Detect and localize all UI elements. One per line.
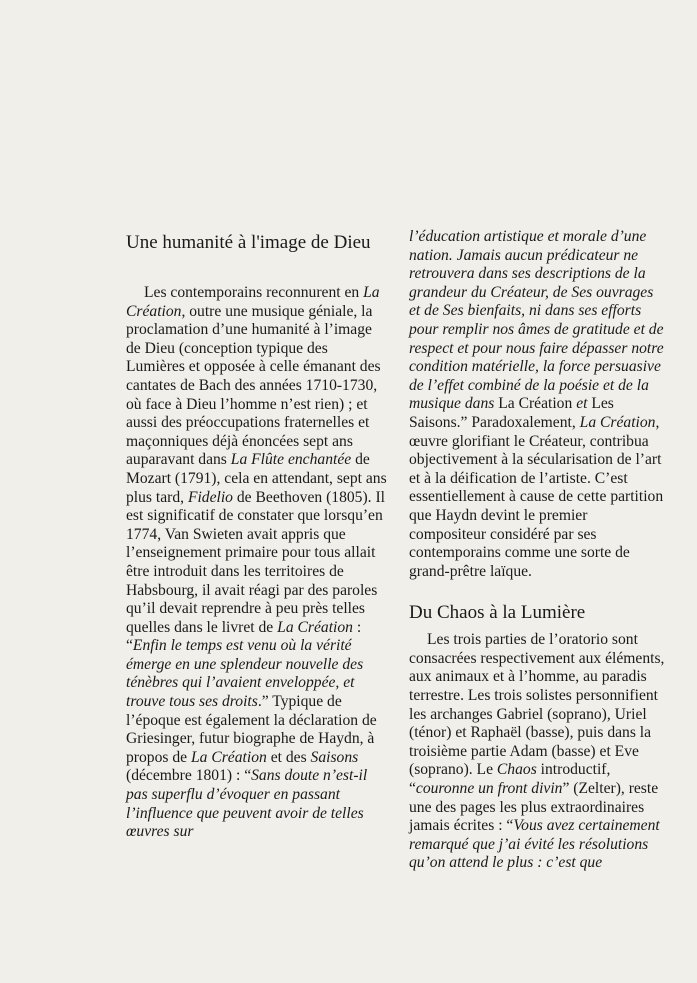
text-run: de Mozart (1791), cela en attendant, sept ans plus tard, [126, 451, 387, 506]
right-column [409, 228, 667, 873]
text-run: Chaos [496, 761, 537, 779]
text-run: de Beethoven (1805). Il est significatif de constater que lorsqu’en 1774, Van Swieten avait appris que l’enseignement primaire pour tous allait être introduit dans les territoires de Habsbourg, il avait réagi par des paroles qu’il devait reprendre à peu près telles quelles dans le livret de [126, 488, 385, 636]
text-run: (décembre 1801) : “ [126, 767, 252, 785]
text-run: Les contemporains reconnurent en [144, 284, 364, 301]
text-run: l’éducation artistique et morale d’une nation. Jamais aucun prédicateur ne retrouvera dans ses descriptions de la grandeur du Créateur, de Ses ouvrages et de Ses bienfaits, ni dans ses efforts pour remplir nos âmes de gratitude et de respect et pour nous faire dépasser notre condition matérielle, la force persuasive de l’effet combiné de la poésie et de la musique dans [409, 228, 664, 413]
text-run: La Création [579, 413, 656, 431]
paragraph-continuation [409, 228, 667, 581]
text-run: Vous avez certainement remarqué que j’ai évité les résolutions qu’on attend le plus : c’est que [409, 817, 660, 872]
text-run: La Création [126, 284, 380, 320]
text-run: La Flûte enchantée [230, 451, 352, 469]
text-run: , œuvre glorifiant le Créateur, contribua objectivement à la sécularisation de l’art et à la déification de l’artiste. C’est essentiellement à cause de cette partition que Haydn devint le premier compositeur considéré par ses contemporains comme une sorte de grand-prêtre laïque. [409, 413, 664, 580]
paragraph-humanite [126, 284, 388, 842]
section-heading-chaos: Du Chaos à la Lumière [409, 602, 586, 624]
text-run: introductif, “ [409, 761, 611, 798]
text-run: Enfin le temps est venu où la vérité émerge en une splendeur nouvelle des ténèbres qui l’avaient enveloppée, et trouve tous ses droits [126, 637, 364, 711]
text-run: et des [266, 748, 311, 766]
text-run: ” (Zelter), reste une des pages les plus extraordinaires jamais écrites : “ [409, 780, 659, 835]
text-run: La Création [277, 618, 353, 636]
text-run: La Création [190, 748, 267, 766]
text-run: , outre une musique géniale, la proclamation d’une humanité à l’image de Dieu (conception typique des Lumières et opposée à celle émanant des cantates de Bach des années 1710-1730, où face à Dieu l’homme n’est rien) ; et aussi des préoccupations fraternelles et maçonniques déjà énoncées sept ans auparavant dans [126, 302, 381, 469]
text-run: .” Typique de l’époque est également la déclaration de Griesinger, futur biographe de Haydn, à propos de [126, 693, 377, 766]
text-run: Fidelio [187, 488, 233, 506]
text-run: Les trois parties de l’oratorio sont consacrées respectivement aux éléments, aux animaux et à l’homme, au paradis terrestre. Les trois solistes personnifient les archanges Gabriel (soprano), Uriel (ténor) et Raphaël (basse), puis dans la troisième partie Adam (basse) et Eve (soprano). Le [409, 631, 665, 779]
text-run: Saisons [310, 748, 359, 766]
section-heading-humanite: Une humanité à l'image de Dieu [126, 232, 371, 253]
text-run: La Création [498, 395, 577, 413]
text-run: couronne un front divin [415, 780, 563, 798]
left-column [126, 228, 388, 842]
text-run: : “ [126, 618, 362, 655]
paragraph-chaos [409, 631, 667, 873]
text-run: et [576, 395, 592, 413]
text-run: Sans doute n’est-il pas superflu d’évoquer en passant l’influence que peuvent avoir de telles œuvres sur [126, 767, 368, 841]
text-run: Les Saisons.” Paradoxalement, [409, 395, 614, 431]
